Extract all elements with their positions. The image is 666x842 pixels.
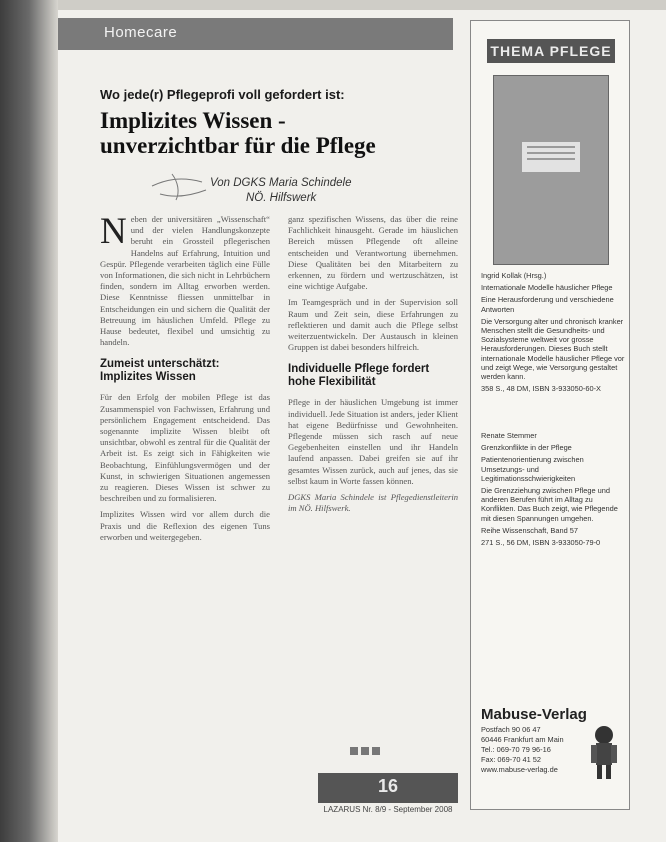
- book-sidebar: [470, 20, 630, 810]
- publisher-mascot-icon: [585, 723, 623, 781]
- byline-author: Von DGKS Maria Schindele: [210, 177, 352, 189]
- website: www.mabuse-verlag.de: [481, 765, 558, 774]
- book-price: 358 S., 48 DM, ISBN 3-933050-60-X: [481, 384, 601, 394]
- page-number: 16: [377, 776, 399, 796]
- address-line: Postfach 90 06 47: [481, 725, 541, 734]
- end-mark-icon: [348, 744, 382, 758]
- publisher-contact: [481, 725, 583, 775]
- title-line-1: Implizites Wissen -: [100, 108, 286, 133]
- book-title: Grenzkonflikte in der Pflege: [481, 443, 572, 453]
- fax: Fax: 069-70 41 52: [481, 755, 541, 764]
- article-byline: [210, 176, 351, 206]
- section-header-bar: [58, 18, 453, 50]
- subheading-2: Individuelle Pflege fordert hohe Flexibilität: [288, 363, 430, 389]
- scan-top-edge: [58, 0, 666, 10]
- book-entry-2: [481, 431, 625, 550]
- paragraph: Neben der universitären „Wissenschaft“ und der vielen Handlungskonzepte beruht ein Grossteil pflegerischen Handelns auf Erfahrung, Intuition und Gespür. Pflegende verarbeiten täglich eine Fülle von Informationen, die sich nicht in Lehrbüchern finden, sondern im Alltag erworben werden. Diese Kenntnisse fliessen unmittelbar in Entscheidungen ein und sichern die Qualität der Betreuung im häuslichen Umfeld. Pflege zu Hause bedeutet, flexibel und umsichtig zu handeln.: [100, 211, 270, 348]
- section-label: Homecare: [104, 24, 178, 41]
- scan-edge: [0, 0, 58, 842]
- signature-scribble-icon: [150, 168, 210, 204]
- article-column-1: [100, 211, 270, 548]
- book-title: Internationale Modelle häuslicher Pflege: [481, 283, 613, 293]
- cover-label: [522, 142, 580, 172]
- paragraph: ganz spezifischen Wissens, das über die reine Fachlichkeit hinausgeht. Gerade im häuslichen Bereich müssen Pflegende oft alleine entscheiden und Verantwortung übernehmen. Diese Qualitäten bei den Mitarbeitern zu erkennen, zu fördern und wertzuschätzen, ist eine wichtige Aufgabe.: [288, 214, 458, 292]
- book-entry-1: [481, 271, 625, 396]
- phone: Tel.: 069-70 79 96-16: [481, 745, 551, 754]
- page-number-box: [318, 773, 458, 803]
- subheading-1: Zumeist unterschätzt: Implizites Wissen: [100, 358, 220, 384]
- issue-footer: LAZARUS Nr. 8/9 - September 2008: [323, 805, 453, 814]
- book-price: 271 S., 56 DM, ISBN 3-933050-79-0: [481, 538, 601, 548]
- book-author: Renate Stemmer: [481, 431, 537, 440]
- book-cover-image: [493, 75, 609, 265]
- paragraph: Pflege in der häuslichen Umgebung ist immer individuell. Jede Situation ist anders, jeder Klient hat eigene Bedürfnisse und Gewohnheiten. Pflegende müssen sich rasch auf neue Gegebenheiten einstellen und ihr Handeln laufend anpassen. Dabei greifen sie auf ihr gesamtes Wissen zurück, auch auf jenes, das sie selbst kaum in Worte fassen können.: [288, 397, 458, 486]
- article-kicker: Wo jede(r) Pflegeprofi voll gefordert ist:: [100, 87, 345, 102]
- sidebar-heading: THEMA PFLEGE: [487, 39, 615, 63]
- publisher-name: Mabuse-Verlag: [481, 706, 587, 723]
- paragraph: Implizites Wissen wird vor allem durch die Praxis und die Reflexion des eigenen Tuns erworben und weitergegeben.: [100, 509, 270, 542]
- drop-cap: N: [100, 211, 127, 252]
- book-subtitle: Eine Herausforderung und verschiedene Antworten: [481, 295, 614, 314]
- author-note: DGKS Maria Schindele ist Pflegedienstleiterin im NÖ. Hilfswerk.: [288, 492, 458, 514]
- address-line: 60446 Frankfurt am Main: [481, 735, 564, 744]
- paragraph: Für den Erfolg der mobilen Pflege ist das Zusammenspiel von Fachwissen, Erfahrung und persönlichem Engagement entscheidend. Das sogenannte implizite Wissen bleibt oft unsichtbar, obwohl es zentral für die Qualität der Arbeit ist. Es zeigt sich in Fähigkeiten wie Beobachtung, Einfühlungsvermögen und der Kunst, in schwierigen Situationen angemessen zu reagieren. Dieses Wissen ist schwer zu beschreiben und zu formalisieren.: [100, 392, 270, 504]
- book-series: Reihe Wissenschaft, Band 57: [481, 525, 578, 535]
- book-subtitle: Patientenorientierung zwischen Umsetzungs- und Legitimationsschwierigkeiten: [481, 455, 584, 483]
- article-column-2: [288, 214, 458, 519]
- title-line-2: unverzichtbar für die Pflege: [100, 133, 376, 158]
- book-description: Die Grenzziehung zwischen Pflege und anderen Berufen führt im Alltag zu Konflikten. Das Buch zeigt, wie Pflegende mit diesen Spannungen umgehen.: [481, 486, 618, 523]
- book-description: Die Versorgung alter und chronisch kranker Menschen stellt die Gesundheits- und Sozialsysteme weltweit vor grosse Herausforderungen. Dieses Buch stellt internationale Modelle häuslicher Pflege vor und zeigt Wege, wie Versorgung gestaltet werden kann.: [481, 316, 625, 382]
- book-author: Ingrid Kollak (Hrsg.): [481, 271, 547, 280]
- byline-organisation: NÖ. Hilfswerk: [246, 192, 317, 204]
- article-title: [100, 108, 430, 158]
- paragraph: Im Teamgespräch und in der Supervision soll Raum und Zeit sein, diese Erfahrungen zu reflektieren und damit auch die Pflege selbst weiterzuentwickeln. Der Austausch in kleinen Gruppen ist dabei besonders hilfreich.: [288, 297, 458, 353]
